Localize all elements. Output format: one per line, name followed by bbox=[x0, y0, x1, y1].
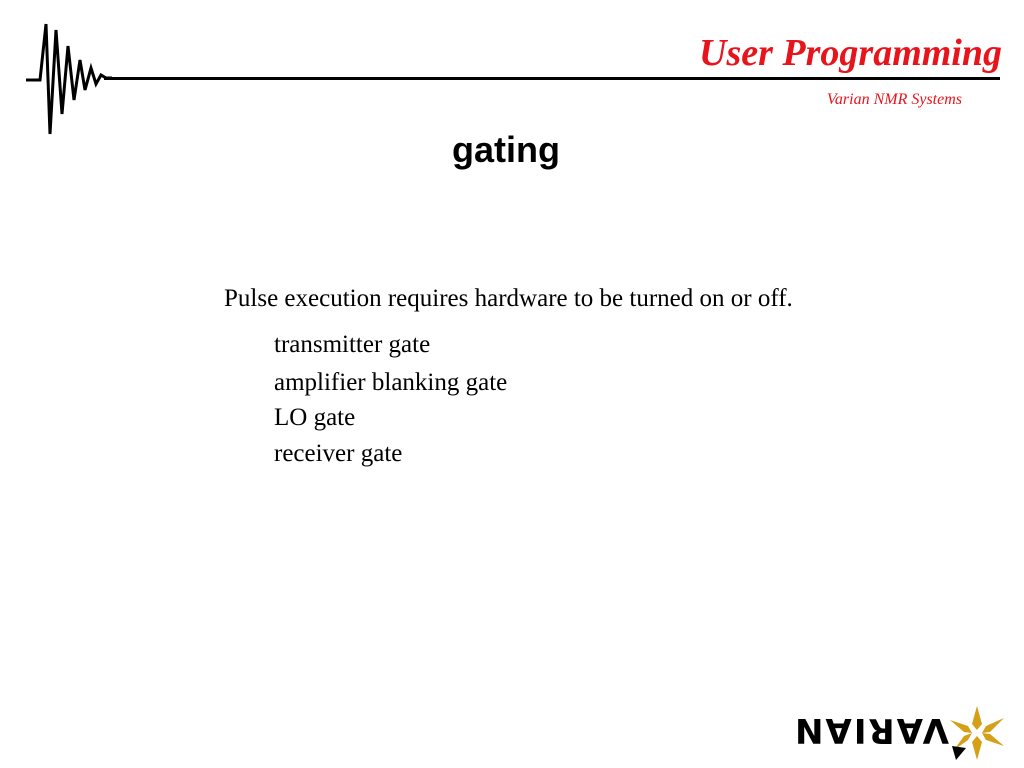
list-item: amplifier blanking gate bbox=[274, 369, 508, 396]
fid-waveform-icon bbox=[22, 20, 112, 138]
header-divider bbox=[104, 77, 1000, 80]
intro-text: Pulse execution requires hardware to be turned on or off. bbox=[224, 285, 793, 312]
varian-wordmark bbox=[793, 708, 949, 752]
svg-text:VARIAN: VARIAN bbox=[793, 710, 949, 750]
header-title: User Programming bbox=[699, 32, 1002, 74]
varian-star-icon bbox=[946, 702, 1008, 764]
list-item: receiver gate bbox=[274, 440, 403, 467]
list-item: LO gate bbox=[274, 404, 356, 431]
list-item: transmitter gate bbox=[274, 331, 431, 358]
slide-title: gating bbox=[452, 129, 560, 170]
header-subtitle: Varian NMR Systems bbox=[826, 91, 962, 108]
